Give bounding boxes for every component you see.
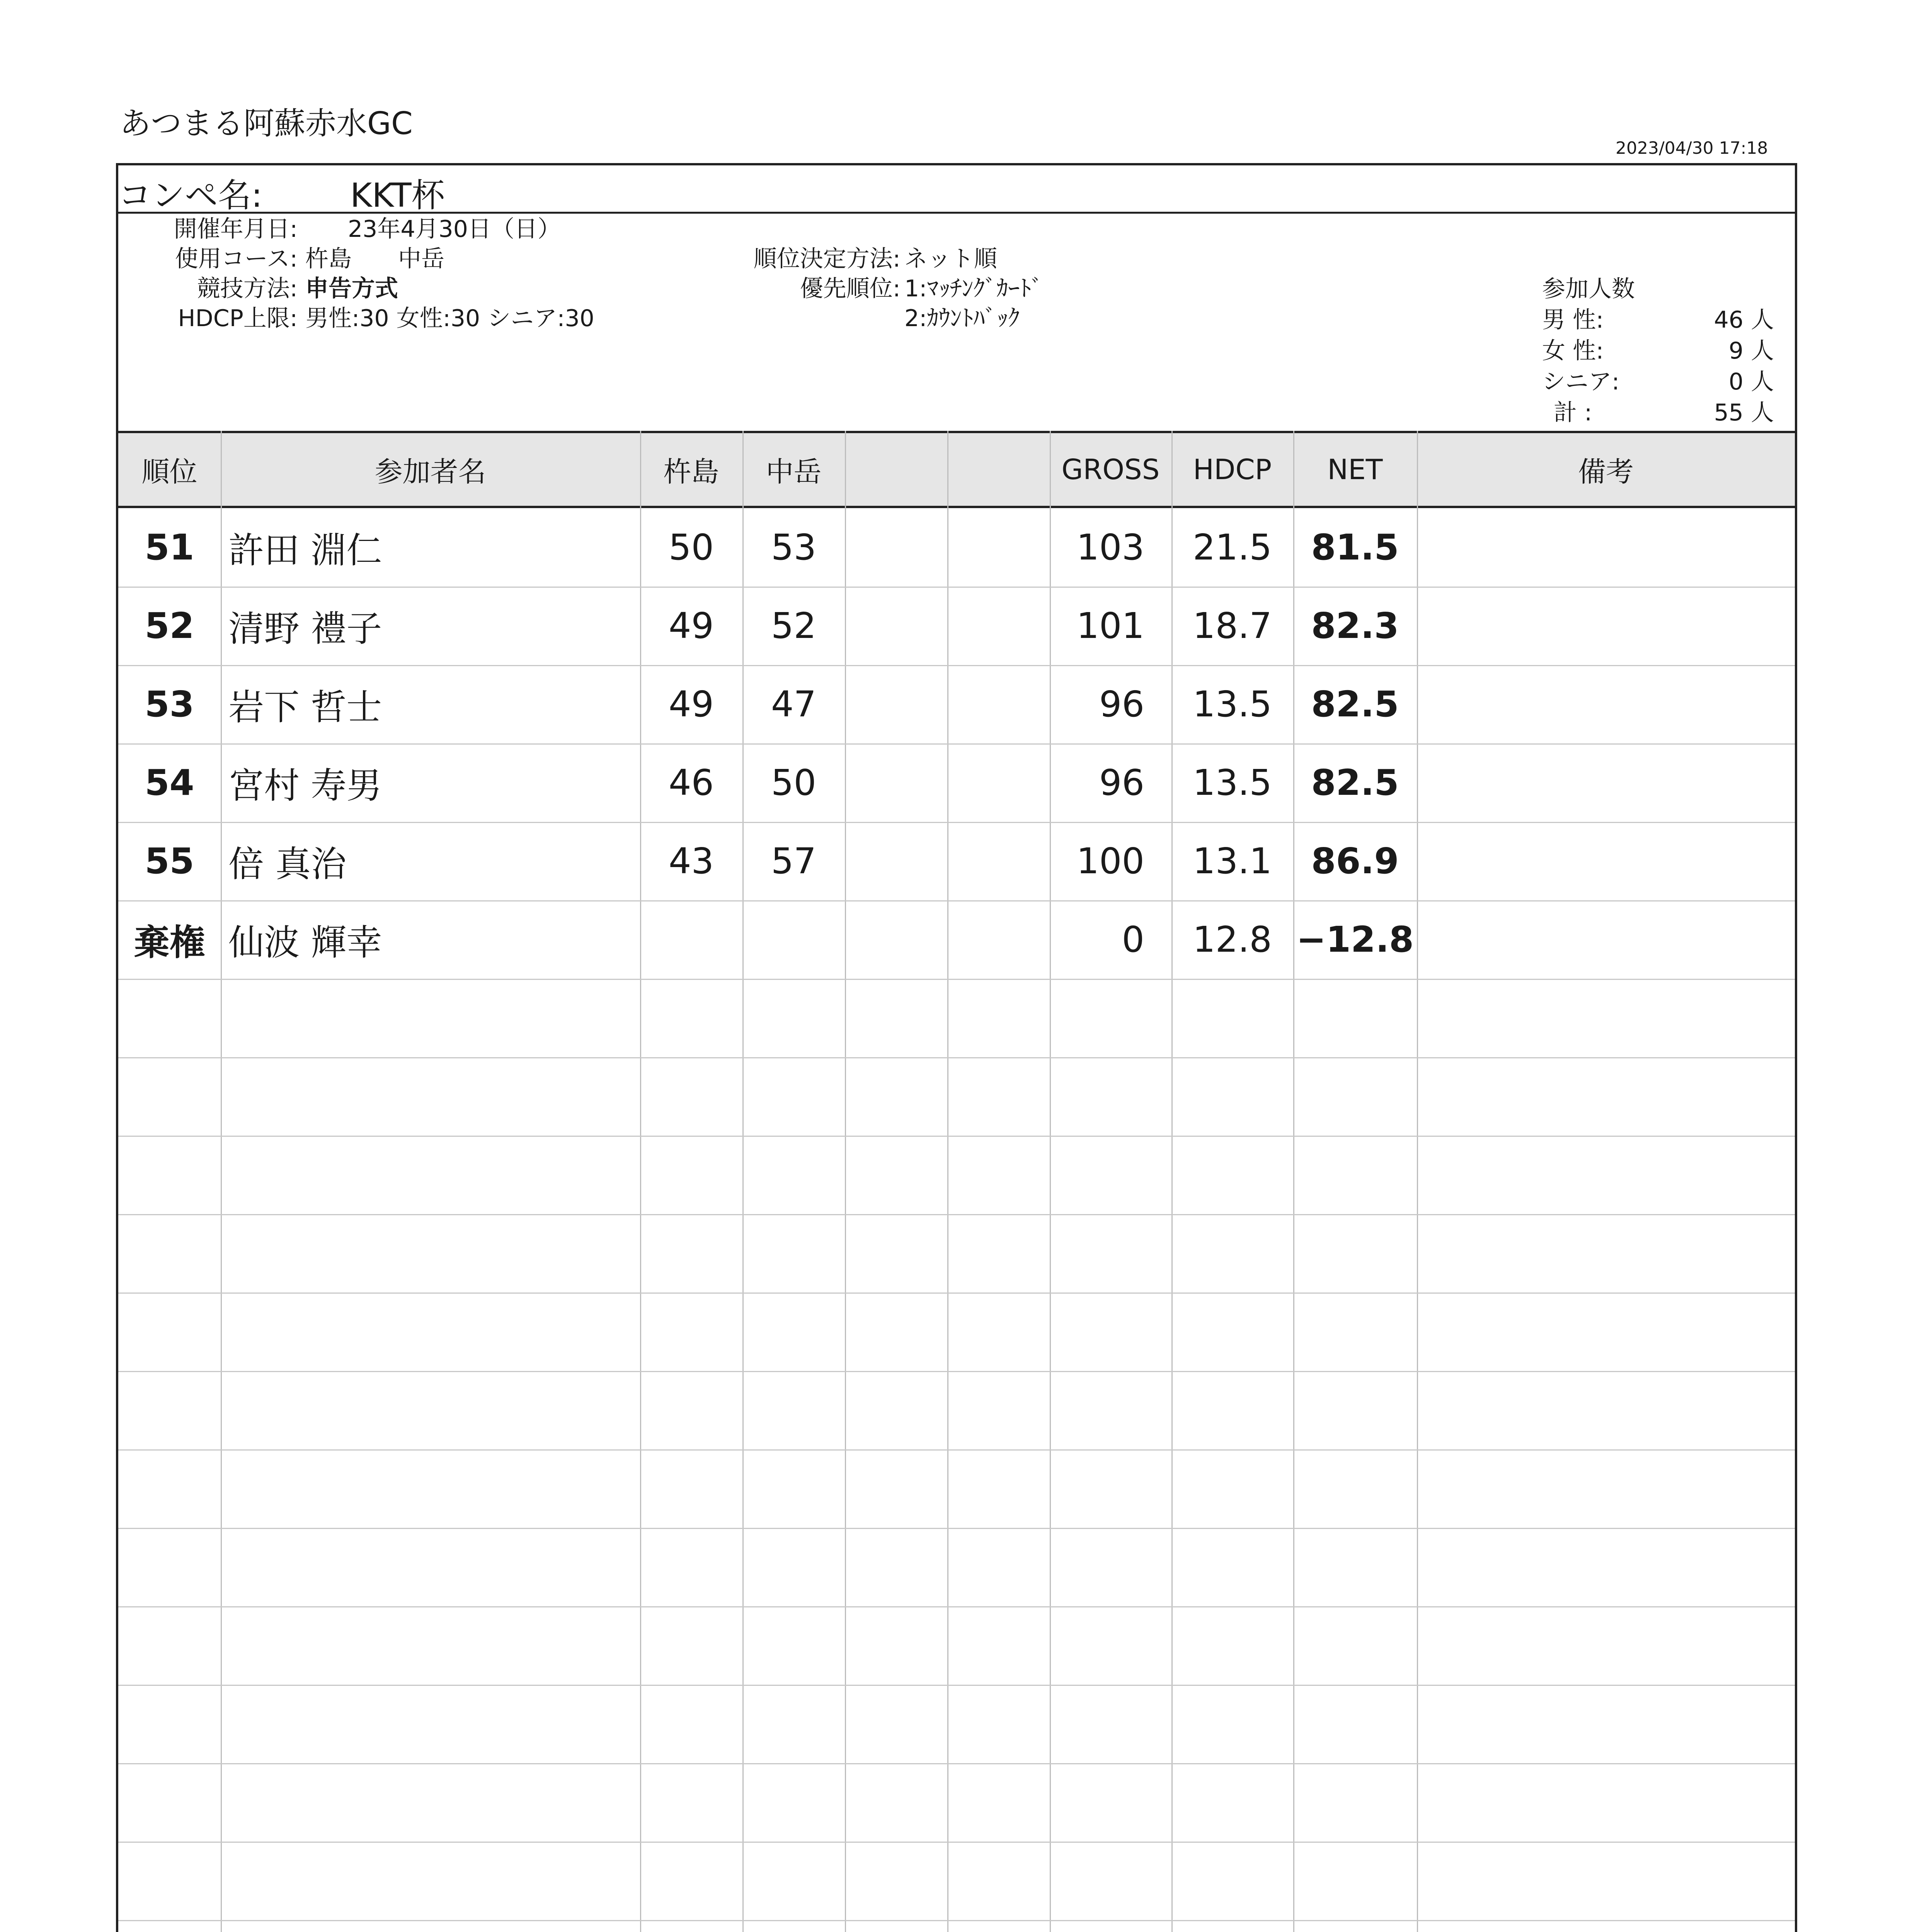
table-row xyxy=(118,822,1795,900)
rank-cell: 52 xyxy=(145,605,194,646)
course1-cell: 46 xyxy=(668,762,714,803)
club-name: あつまる阿蘇赤水GC xyxy=(120,105,413,141)
priority-label: 優先順位: xyxy=(800,275,901,302)
gross-cell: 0 xyxy=(1122,919,1144,960)
rank-method-value: ネット順 xyxy=(904,245,997,272)
course2-cell xyxy=(742,900,845,979)
gross-cell: 96 xyxy=(1099,762,1144,803)
female-label: 女 性: xyxy=(1542,337,1604,364)
female-count: 9 人 xyxy=(1728,337,1774,364)
course1-cell: 43 xyxy=(668,840,714,882)
hdcp-cell: 21.5 xyxy=(1193,527,1272,568)
participants-title: 参加人数 xyxy=(1542,276,1635,303)
name-cell: 倍 真治 xyxy=(228,843,347,885)
hdcp-cell: 13.1 xyxy=(1193,840,1272,882)
name-cell: 清野 禮子 xyxy=(228,608,382,650)
competition-title-row xyxy=(118,165,1795,214)
printed-timestamp: 2023/04/30 17:18 xyxy=(1616,138,1768,158)
net-cell: 81.5 xyxy=(1311,527,1399,568)
course2-cell: 57 xyxy=(771,840,817,882)
course2-cell: 53 xyxy=(771,527,817,568)
table-row xyxy=(118,508,1795,587)
course1-cell: 50 xyxy=(668,527,714,568)
date-value: 23年4月30日（日） xyxy=(348,216,561,243)
hdcp-limit-label: HDCP上限: xyxy=(178,305,298,332)
priority-1: 1:ﾏｯﾁﾝｸﾞｶｰﾄﾞ xyxy=(904,275,1043,302)
rank-cell: 51 xyxy=(145,527,194,568)
male-label: 男 性: xyxy=(1542,306,1604,333)
senior-count: 0 人 xyxy=(1728,368,1774,395)
course-value: 杵島 中岳 xyxy=(305,245,444,272)
rank-method-label: 順位決定方法: xyxy=(753,245,901,272)
competition-label: コンペ名: xyxy=(118,176,262,215)
hdcp-cell: 13.5 xyxy=(1193,762,1272,803)
course1-cell: 49 xyxy=(668,605,714,646)
course2-cell: 52 xyxy=(771,605,817,646)
col-net-header: NET xyxy=(1327,453,1383,486)
date-label: 開催年月日: xyxy=(174,216,298,243)
net-cell: −12.8 xyxy=(1296,919,1414,960)
course-label: 使用コース: xyxy=(175,245,298,272)
col-course2-header: 中岳 xyxy=(766,456,822,488)
course2-cell: 47 xyxy=(771,684,817,725)
gross-cell: 101 xyxy=(1076,605,1144,646)
hdcp-limit-value: 男性:30 女性:30 シニア:30 xyxy=(305,305,594,332)
score-sheet-frame xyxy=(116,163,1797,1932)
rank-cell: 棄権 xyxy=(134,922,205,963)
name-cell: 許田 淵仁 xyxy=(228,529,382,571)
rank-cell: 55 xyxy=(145,840,194,882)
hdcp-cell: 12.8 xyxy=(1193,919,1272,960)
gross-cell: 103 xyxy=(1076,527,1144,568)
male-count: 46 人 xyxy=(1714,306,1774,333)
course1-cell: 49 xyxy=(668,684,714,725)
total-label: 計 : xyxy=(1554,399,1592,426)
priority-2: 2:ｶｳﾝﾄﾊﾞｯｸ xyxy=(904,305,1020,332)
course1-cell xyxy=(640,900,742,979)
name-cell: 仙波 輝幸 xyxy=(228,922,382,963)
hdcp-cell: 13.5 xyxy=(1193,684,1272,725)
col-remarks-header: 備考 xyxy=(1578,456,1634,488)
competition-name: KKT杯 xyxy=(350,176,445,215)
name-cell: 宮村 寿男 xyxy=(228,765,382,806)
table-row xyxy=(118,900,1795,979)
col-name-header: 参加者名 xyxy=(375,456,486,488)
table-row xyxy=(118,665,1795,743)
method-value: 申告方式 xyxy=(305,275,398,302)
net-cell: 82.3 xyxy=(1311,605,1399,646)
gross-cell: 96 xyxy=(1099,684,1144,725)
table-row xyxy=(118,587,1795,665)
senior-label: シニア: xyxy=(1542,368,1620,395)
net-cell: 82.5 xyxy=(1311,762,1399,803)
hdcp-cell: 18.7 xyxy=(1193,605,1272,646)
col-gross-header: GROSS xyxy=(1061,453,1160,486)
table-row xyxy=(118,743,1795,822)
course2-cell: 50 xyxy=(771,762,817,803)
table-header xyxy=(118,431,1795,508)
gross-cell: 100 xyxy=(1076,840,1144,882)
rank-cell: 54 xyxy=(145,762,194,803)
rank-cell: 53 xyxy=(145,684,194,725)
net-cell: 82.5 xyxy=(1311,684,1399,725)
method-label: 競技方法: xyxy=(197,275,298,302)
col-course1-header: 杵島 xyxy=(663,456,719,488)
total-count: 55 人 xyxy=(1714,399,1774,426)
col-rank-header: 順位 xyxy=(141,456,197,488)
col-hdcp-header: HDCP xyxy=(1193,453,1272,486)
net-cell: 86.9 xyxy=(1311,840,1399,882)
name-cell: 岩下 哲士 xyxy=(228,686,382,728)
